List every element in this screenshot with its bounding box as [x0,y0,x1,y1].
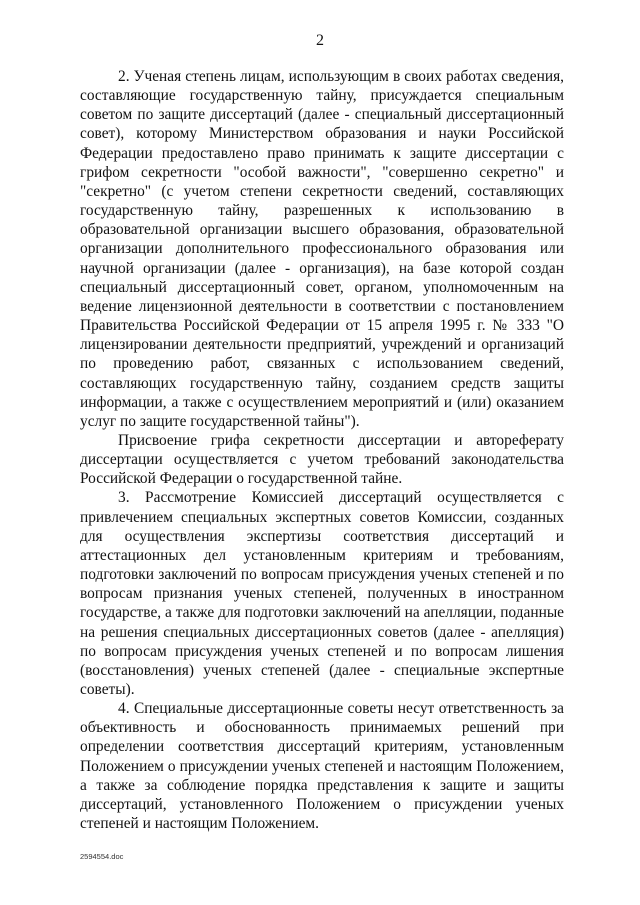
document-body [80,67,564,833]
paragraph-item-3: 3. Рассмотрение Комиссией диссертаций осуществляется с привлечением специальных экспертных советов Комиссии, созданных для осуществления экспертизы соответствия диссертаций и аттестационных дел установленным критериям и требованиям, подготовки заключений по вопросам присуждения ученых степеней и по вопросам признания ученых степеней, полученных в иностранном государстве, а также для подготовки заключений на апелляции, поданные на решения специальных диссертационных советов (далее - апелляция) по вопросам присуждения ученых степеней и по вопросам лишения (восстановления) ученых степеней (далее - специальные экспертные советы). [80,489,564,698]
paragraph-classification-stamp: Присвоение грифа секретности диссертации и автореферату диссертации осуществляется с учетом требований законодательства Российской Федерации о государственной тайне. [80,431,564,488]
paragraph-item-2: 2. Ученая степень лицам, использующим в своих работах сведения, составляющие государственную тайну, присуждается специальным советом по защите диссертаций (далее - специальный диссертационный совет), которому Министерством образования и науки Российской Федерации предоставлено право принимать к защите диссертации с грифом секретности "особой важности", "совершенно секретно" и "секретно" (с учетом степени секретности сведений, составляющих государственную тайну, разрешенных к использованию в образовательной организации высшего образования, образовательной организации дополнительного профессионального образования или научной организации (далее - организация), на базе которой создан специальный диссертационный совет, органом, уполномоченным на ведение лицензионной деятельности в соответствии с постановлением Правительства Российской Федерации от 15 апреля 1995 г. № 333 "О лицензировании деятельности предприятий, учреждений и организаций по проведению работ, связанных с использованием сведений, составляющих государственную тайну, созданием средств защиты информации, а также с осуществлением мероприятий и (или) оказанием услуг по защите государственной тайны"). [80,68,564,430]
document-footer-filename: 2594554.doc [80,852,124,861]
paragraph-item-4: 4. Специальные диссертационные советы несут ответственность за объективность и обоснованность принимаемых решений при определении соответствия диссертаций критериям, установленным Положением о присуждении ученых степеней и настоящим Положением, а также за соблюдение порядка представления к защите и защиты диссертаций, установленного Положением о присуждении ученых степеней и настоящим Положением. [80,700,564,833]
page-number: 2 [316,32,324,49]
